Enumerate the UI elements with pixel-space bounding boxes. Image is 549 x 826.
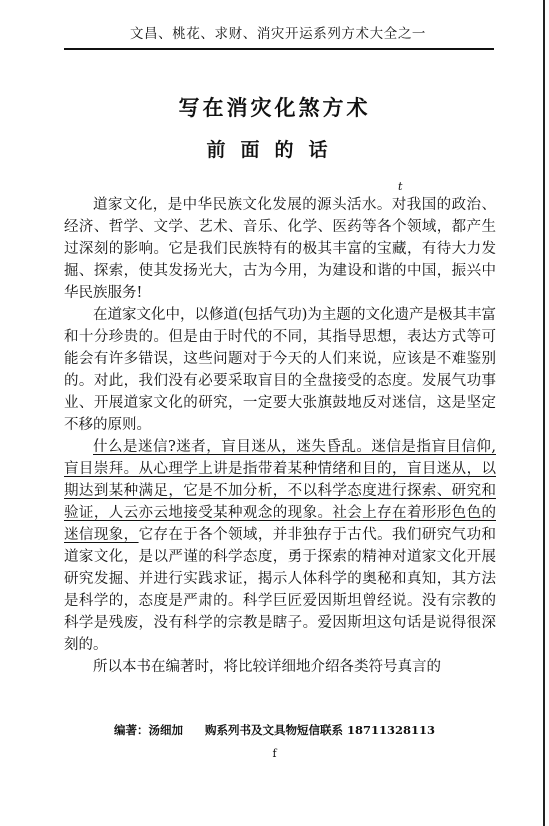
paragraph-3 [64, 436, 496, 656]
paragraph-2: 在道家文化中，以修道(包括气功)为主题的文化遗产是极其丰富和十分珍贵的。但是由于时代的不同，其指导思想，表达方式等可能会有许多错误，这些问题对于今天的人们来说，应该是不难鉴别的。对此，我们没有必要采取盲目的全盘接受的态度。发展气功事业、开展道家文化的研究，一定要大张旗鼓地反对迷信，这是坚定不移的原则。 [64, 307, 496, 433]
running-header: 文昌、桃花、求财、消灾开运系列方术大全之一 [129, 26, 427, 42]
page-mark: f [272, 747, 277, 760]
page-subtitle: 前面的话 [206, 139, 343, 161]
footer-contact: 购系列书及文具物短信联系 18711328113 [204, 723, 436, 737]
footer-editor: 编著：汤细加 [113, 723, 183, 737]
stray-mark: t [398, 180, 403, 193]
paragraph-4: 所以本书在编著时，将比较详细地介绍各类符号真言的 [93, 659, 441, 675]
paragraph-3-underlined: 什么是迷信?迷者，盲目迷从，迷失昏乱。迷信是指盲目信仰,盲目崇拜。从心理学上讲是指带着某种情绪和目的，盲目迷从，以期达到某种满足，它是不加分析，不以科学态度进行探索、研究和验证，人云亦云地接受某种观念的现象。社会上存在着形形色色的迷信现象， [64, 439, 496, 543]
body-text [64, 194, 496, 678]
scan-edge-line [543, 0, 545, 826]
footer-line [0, 722, 549, 738]
paragraph-1: 道家文化，是中华民族文化发展的源头活水。对我国的政治、经济、哲学、文学、艺术、音乐、化学、医药等各个领域，都产生过深刻的影响。它是我们民族特有的极其丰富的宝藏，有待大力发掘、探索，使其发扬光大，古为今用，为建设和谐的中国，振兴中华民族服务! [64, 197, 496, 301]
header-rule [64, 48, 494, 50]
page-title: 写在消灾化煞方术 [178, 95, 371, 120]
paragraph-3-rest: 它存在于各个领域，并非独存于古代。我们研究气功和道家文化，是以严谨的科学态度，勇于探索的精神对道家文化开展研究发掘、并进行实践求证，揭示人体科学的奥秘和真知，其方法是科学的，态度是严肃的。科学巨匠爱因斯坦曾经说。没有宗教的科学是残废，没有科学的宗教是瞎子。爱因斯坦这句话是说得很深刻的。 [64, 527, 497, 653]
